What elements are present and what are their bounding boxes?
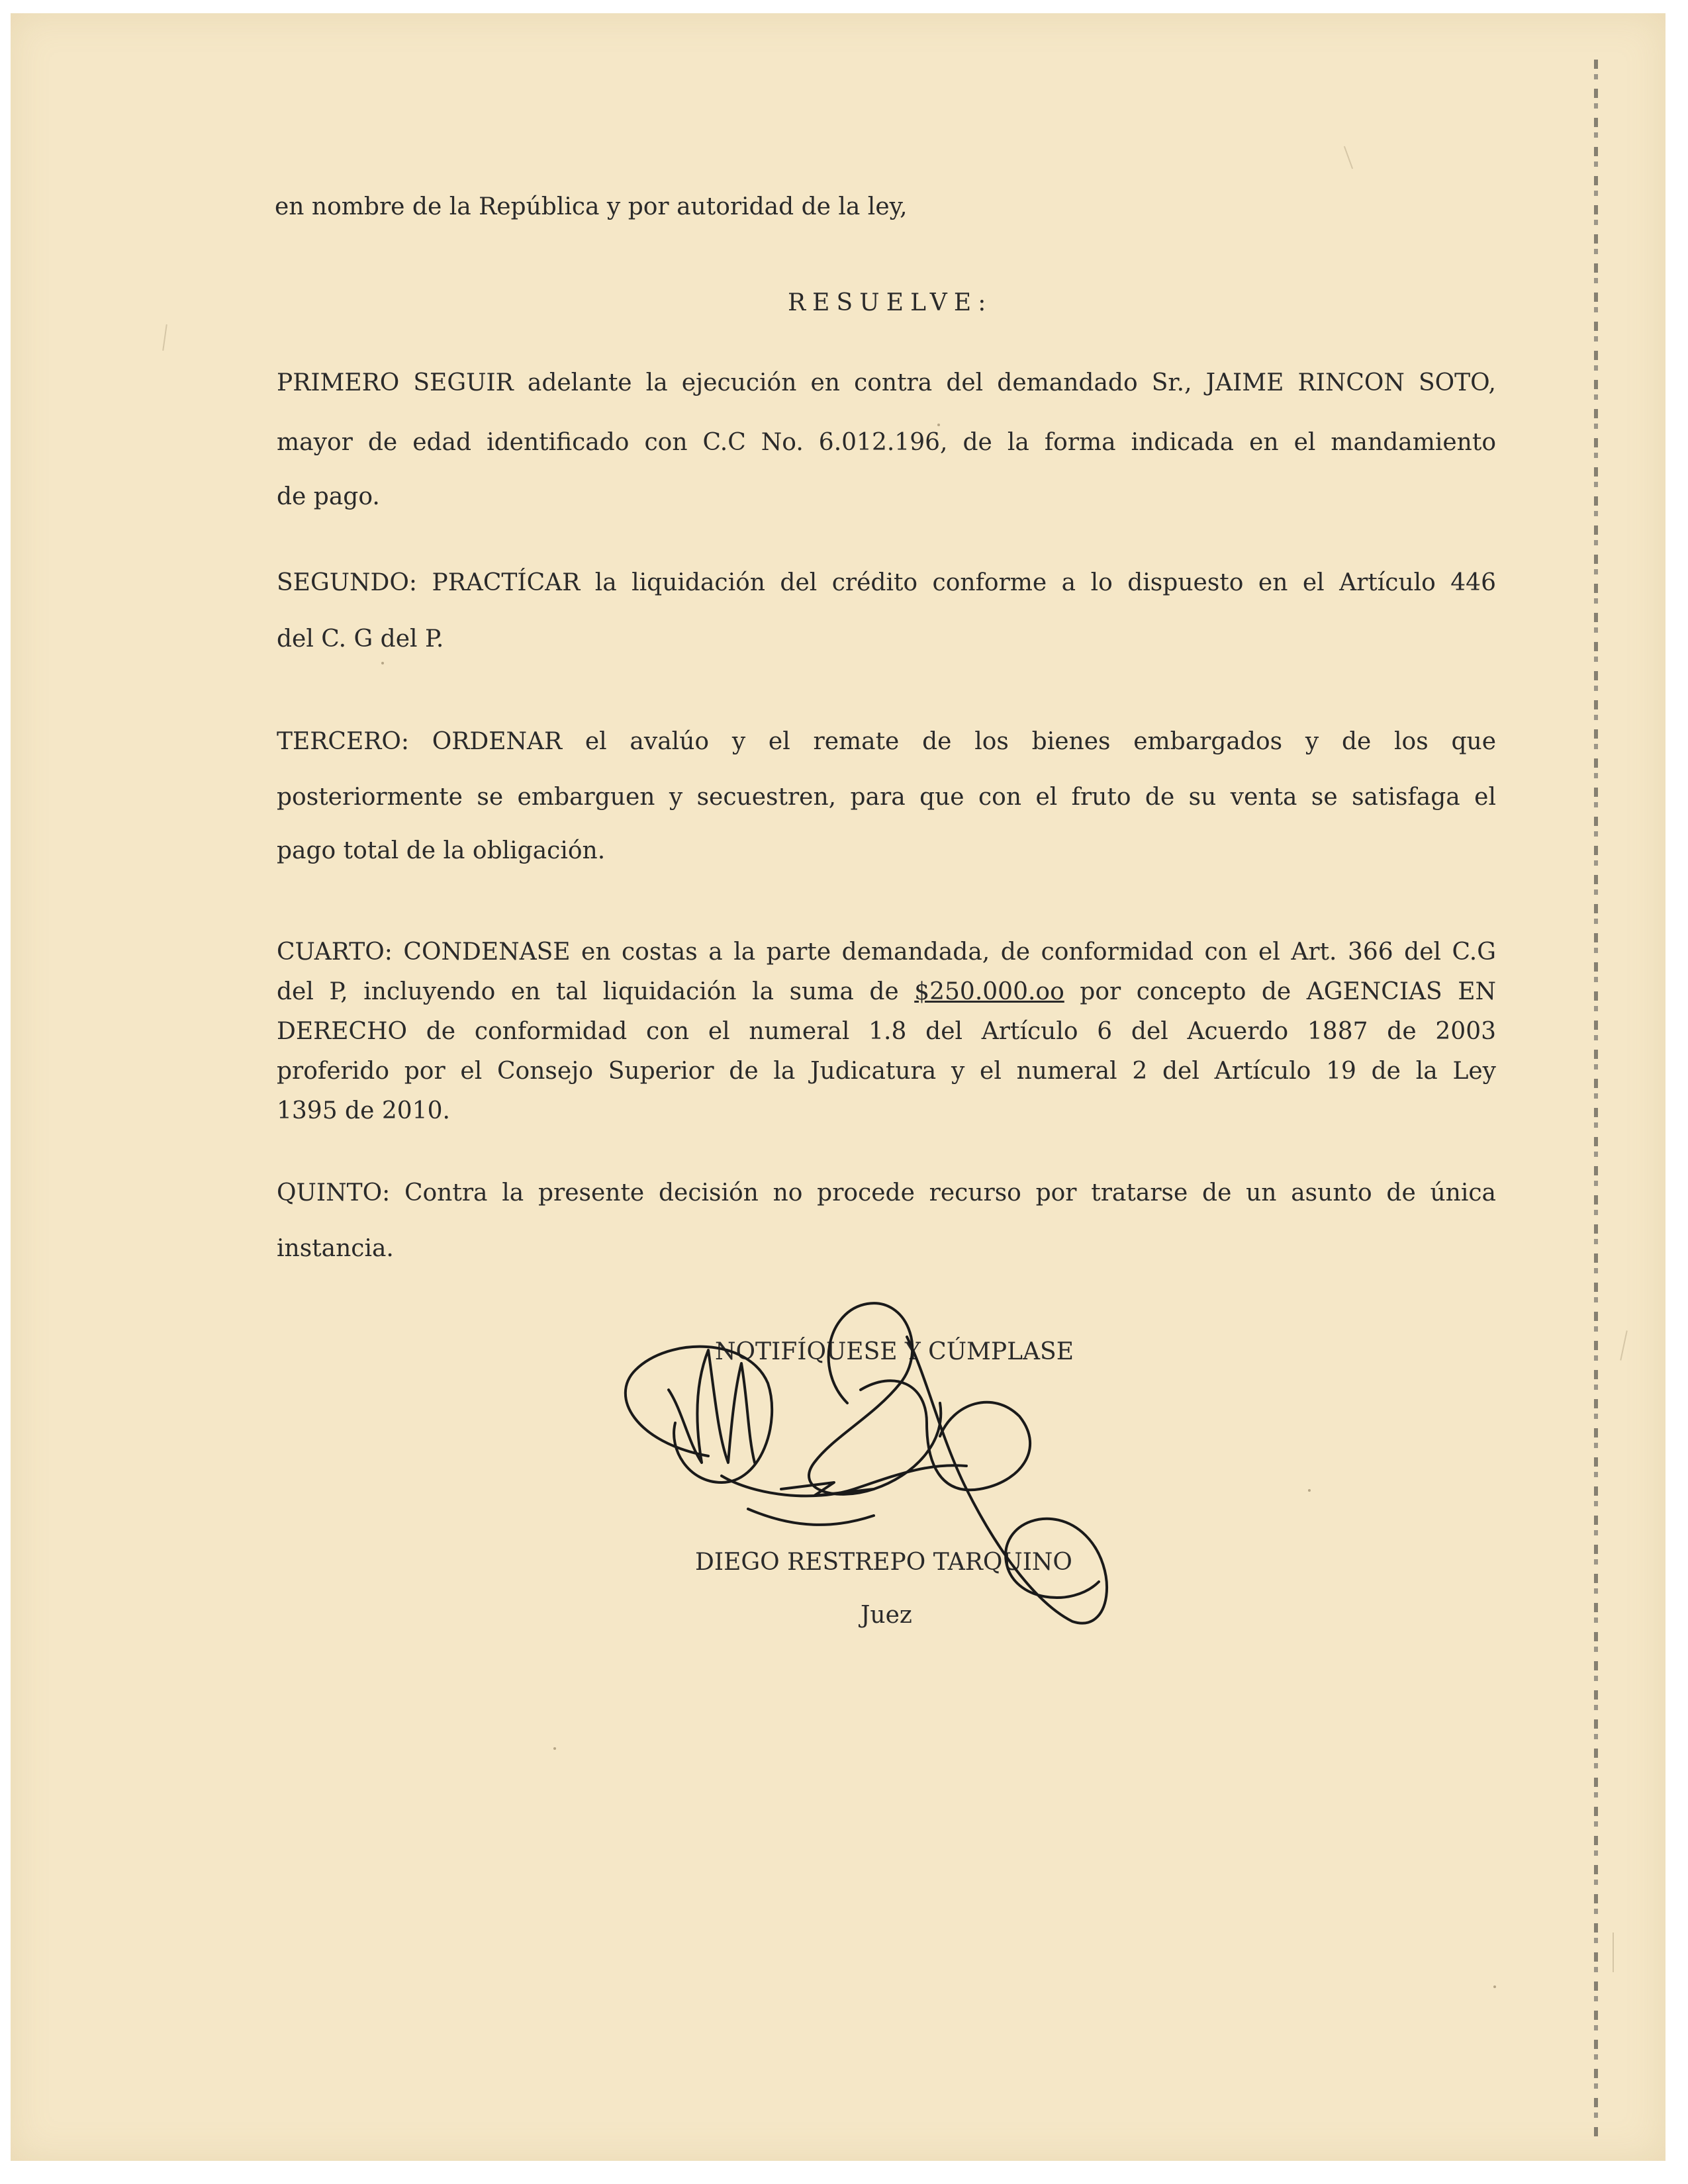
scan-edge-line — [1594, 60, 1598, 2138]
paper-mark — [1344, 146, 1353, 169]
signer-title: Juez — [861, 1602, 912, 1629]
primero-line-1: PRIMERO SEGUIR adelante la ejecución en contra del demandado Sr., JAIME RINCON SOTO, — [277, 369, 1496, 396]
agency-fee-amount: $250.000.oo — [914, 978, 1064, 1005]
paper-mark — [1620, 1330, 1628, 1360]
tercero-line-2: posteriormente se embarguen y secuestren, para que con el fruto de su venta se satisfaga el — [277, 784, 1496, 811]
handwritten-signature — [596, 1291, 1125, 1661]
cuarto-line-5: 1395 de 2010. — [277, 1097, 450, 1124]
paper-speck — [937, 424, 940, 426]
primero-line-2: mayor de edad identificado con C.C No. 6.012.196, de la forma indicada en el mandamiento — [277, 429, 1496, 456]
tercero-line-3: pago total de la obligación. — [277, 837, 606, 864]
cuarto-line-2-end: por concepto de AGENCIAS EN — [1064, 978, 1496, 1005]
paper-speck — [1308, 1489, 1311, 1492]
primero-line-3: de pago. — [277, 483, 380, 510]
paper-speck — [553, 1747, 556, 1750]
cuarto-line-1: CUARTO: CONDENASE en costas a la parte demandada, de conformidad con el Art. 366 del C.G — [277, 938, 1496, 966]
segundo-line-1: SEGUNDO: PRACTÍCAR la liquidación del crédito conforme a lo dispuesto en el Artículo 446 — [277, 569, 1496, 596]
cuarto-line-2-start: del P, incluyendo en tal liquidación la suma de — [277, 978, 915, 1005]
opening-line: en nombre de la República y por autoridad de la ley, — [275, 193, 908, 220]
cuarto-line-2 — [277, 978, 1496, 1005]
signer-name: DIEGO RESTREPO TARQUINO — [695, 1549, 1072, 1576]
paper-speck — [381, 662, 384, 664]
quinto-line-1: QUINTO: Contra la presente decisión no procede recurso por tratarse de un asunto de única — [277, 1179, 1496, 1206]
cuarto-line-3: DERECHO de conformidad con el numeral 1.8 del Artículo 6 del Acuerdo 1887 de 2003 — [277, 1018, 1496, 1045]
paper-mark — [1613, 1933, 1614, 1972]
closing-formula: NOTIFÍQUESE Y CÚMPLASE — [715, 1338, 1074, 1365]
cuarto-line-4: proferido por el Consejo Superior de la Judicatura y el numeral 2 del Artículo 19 de la Ley — [277, 1058, 1496, 1085]
resolution-heading: RESUELVE: — [788, 289, 993, 316]
tercero-line-1: TERCERO: ORDENAR el avalúo y el remate de los bienes embargados y de los que — [277, 728, 1496, 755]
paper-speck — [1493, 1985, 1496, 1988]
paper-mark — [162, 324, 167, 351]
segundo-line-2: del C. G del P. — [277, 625, 444, 653]
quinto-line-2: instancia. — [277, 1235, 394, 1262]
document-page — [11, 13, 1665, 2161]
